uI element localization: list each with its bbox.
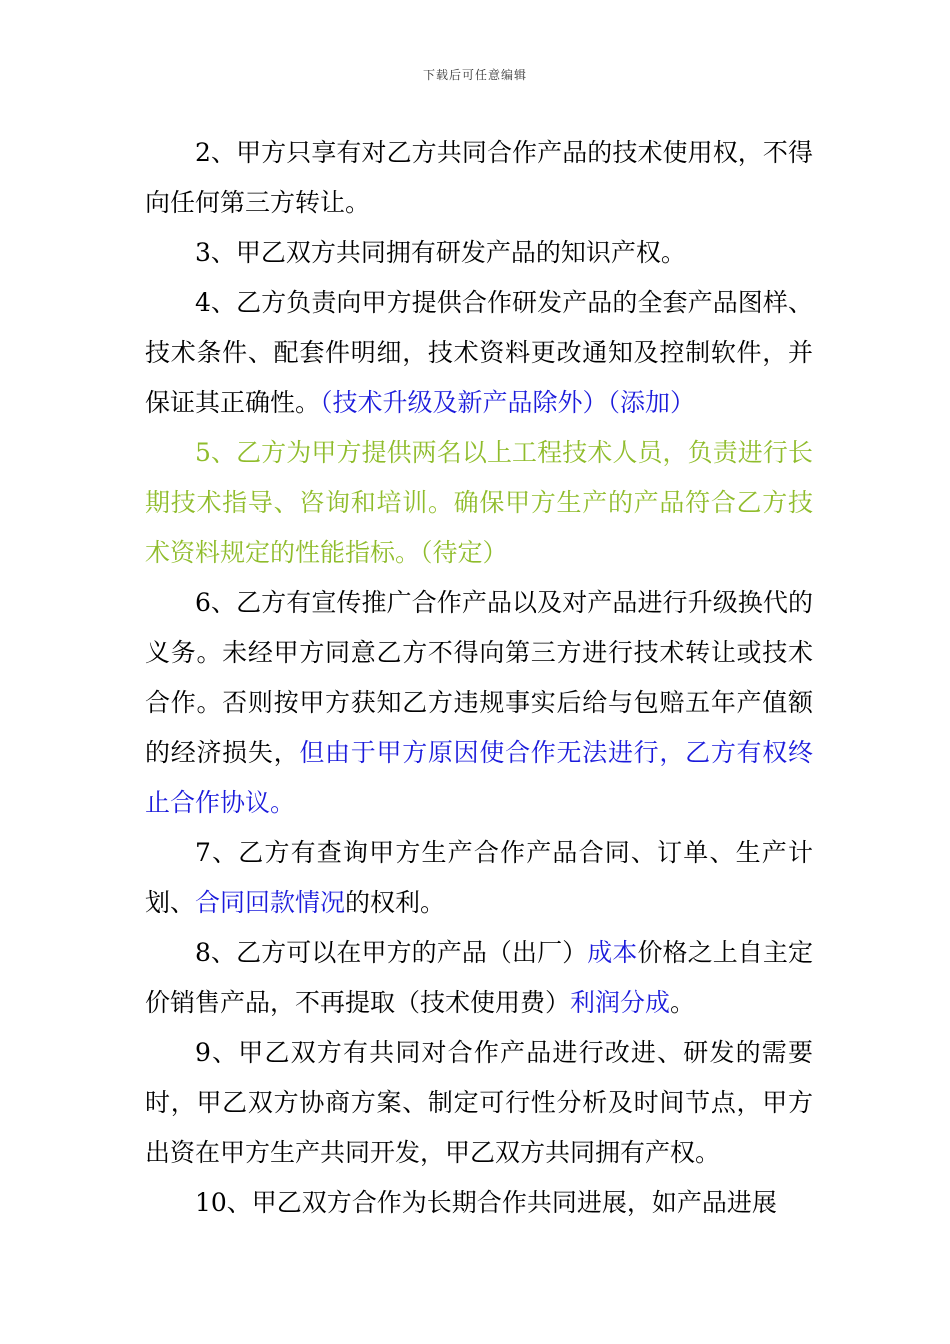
clause-8-highlight-profit: 利润分成	[570, 988, 671, 1017]
clause-9-text: 9、甲乙双方有共同对合作产品进行改进、研发的需要时，甲乙双方协商方案、制定可行性分析及时间节点，甲方出资在甲方生产共同开发，甲乙双方共同拥有产权。	[145, 1038, 813, 1167]
clause-7-text: 7、乙方有查询甲方生产合作产品合同、订单、生产计划、	[145, 838, 813, 917]
clause-7	[145, 828, 813, 928]
clause-6-added-note: 但由于甲方原因使合作无法进行，乙方有权终止合作协议。	[145, 738, 813, 817]
clause-5-text: 5、乙方为甲方提供两名以上工程技术人员，负责进行长期技术指导、咨询和培训。确保甲方生产的产品符合乙方技术资料规定的性能指标。（待定）	[145, 438, 813, 567]
clause-8-highlight-cost: 成本	[587, 938, 638, 967]
clause-8-text-end: 。	[670, 988, 696, 1017]
clause-4-text: 4、乙方负责向甲方提供合作研发产品的全套产品图样、技术条件、配套件明细，技术资料更改通知及控制软件，并保证其正确性。	[145, 288, 813, 417]
clause-9	[145, 1028, 813, 1178]
clause-2-text: 2、甲方只享有对乙方共同合作产品的技术使用权，不得向任何第三方转让。	[145, 138, 813, 217]
clause-6-text: 6、乙方有宣传推广合作产品以及对产品进行升级换代的义务。未经甲方同意乙方不得向第三方进行技术转让或技术合作。否则按甲方获知乙方违规事实后给与包赔五年产值额的经济损失，	[145, 588, 813, 767]
clause-2	[145, 128, 813, 228]
document-body	[145, 128, 813, 1228]
clause-8-text: 8、乙方可以在甲方的产品（出厂）	[195, 938, 588, 967]
clause-7-highlight: 合同回款情况	[195, 888, 346, 917]
clause-10-text: 10、甲乙双方合作为长期合作共同进展，如产品进展	[195, 1188, 777, 1217]
page-header: 下载后可任意编辑	[422, 68, 527, 82]
clause-8-text-mid: 价格之上自主定价销售产品，不再提取（技术使用费）	[145, 938, 813, 1017]
clause-7-text-end: 的权利。	[345, 888, 446, 917]
clause-10	[145, 1178, 813, 1228]
clause-4	[145, 278, 813, 428]
clause-4-added-note: （技术升级及新产品除外）（添加）	[320, 388, 696, 417]
clause-5	[145, 428, 813, 578]
clause-8	[145, 928, 813, 1028]
clause-3-text: 3、甲乙双方共同拥有研发产品的知识产权。	[195, 238, 686, 267]
clause-6	[145, 578, 813, 828]
clause-3	[145, 228, 813, 278]
